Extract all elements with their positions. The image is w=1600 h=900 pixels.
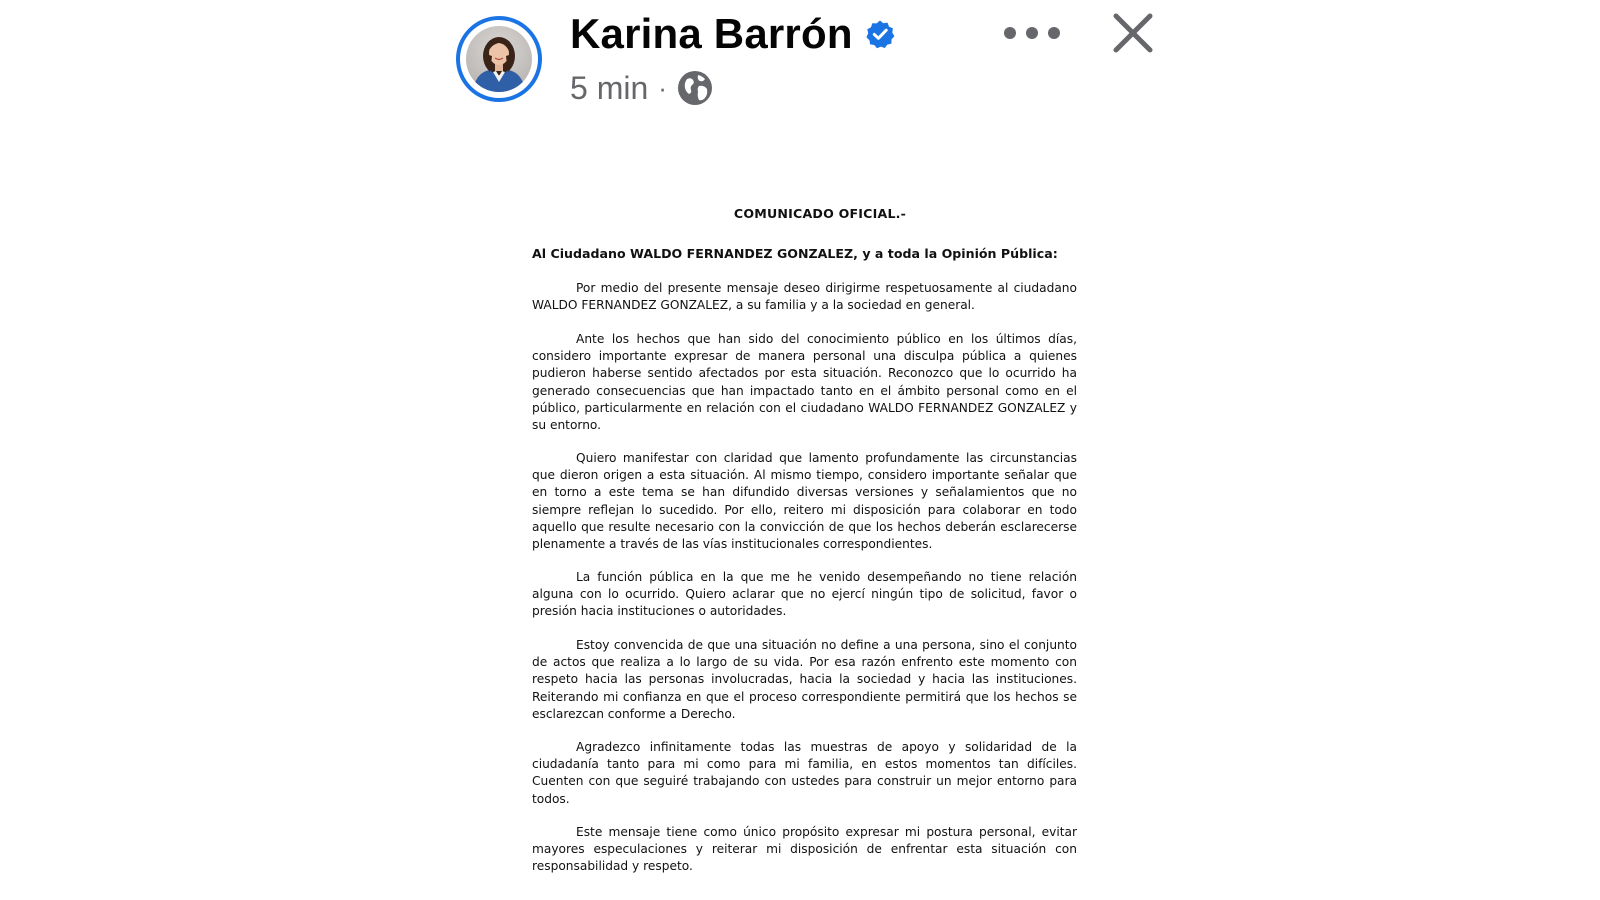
post-meta-row: [570, 68, 713, 108]
document-paragraph: Quiero manifestar con claridad que lamento profundamente las circunstancias que dieron origen a esta situación. Al mismo tiempo, considero importante señalar que en torno a este tema se han difundido diversas versiones y señalamientos que no siempre reflejan lo sucedido. Por ello, reitero mi disposición para colaborar en todo aquello que resulte necesario con la convicción de que los hechos deberán esclarecerse plenamente a través de las vías institucionales correspondientes.: [532, 451, 1077, 552]
more-dot: [1004, 27, 1016, 39]
more-options-icon[interactable]: [1004, 18, 1060, 48]
post-timestamp[interactable]: 5 min: [570, 69, 649, 106]
post-header: [0, 0, 1600, 120]
author-photo: [466, 26, 532, 92]
globe-icon[interactable]: [677, 70, 713, 106]
document-paragraph: Agradezco infinitamente todas las muestras de apoyo y solidaridad de la ciudadanía tanto para mi como para mi familia, en estos momentos tan difíciles. Cuenten con que seguiré trabajando con ustedes para construir un mejor entorno para todos.: [532, 740, 1077, 806]
document-paragraph: La función pública en la que me he venido desempeñando no tiene relación alguna con lo ocurrido. Quiero aclarar que no ejercí ningún tipo de solicitud, favor o presión hacia instituciones o autoridades.: [532, 570, 1077, 619]
document-paragraph: Por medio del presente mensaje deseo dirigirme respetuosamente al ciudadano WALDO FERNANDEZ GONZALEZ, a su familia y a la sociedad en general.: [532, 281, 1077, 313]
document-paragraph: Ante los hechos que han sido del conocimiento público en los últimos días, considero importante expresar de manera personal una disculpa pública a quienes pudieron haberse sentido afectados por esta situación. Reconozco que lo ocurrido ha generado consecuencias que han impactado tanto en el ámbito personal como en el público, particularmente en relación con el ciudadano WALDO FERNANDEZ GONZALEZ y su entorno.: [532, 332, 1077, 433]
document-salutation: Al Ciudadano WALDO FERNANDEZ GONZALEZ, y a toda la Opinión Pública:: [532, 246, 1058, 261]
close-icon[interactable]: [1110, 10, 1156, 56]
document-title: COMUNICADO OFICIAL.-: [733, 206, 907, 221]
author-name-row: [570, 8, 895, 60]
document-paragraph: Este mensaje tiene como único propósito expresar mi postura personal, evitar mayores especulaciones y reiterar mi disposición de enfrentar esta situación con responsabilidad y respeto.: [532, 825, 1077, 874]
meta-separator: ·: [658, 72, 667, 103]
verified-badge-icon: [865, 19, 895, 49]
author-name[interactable]: Karina Barrón: [570, 10, 853, 57]
author-avatar[interactable]: [456, 16, 542, 102]
more-dot: [1048, 27, 1060, 39]
statement-document[interactable]: [500, 205, 1100, 895]
document-paragraph: Estoy convencida de que una situación no define a una persona, sino el conjunto de actos que realiza a lo largo de su vida. Por esa razón enfrento este momento con respeto hacia las personas involucradas, hacia la sociedad y hacia las instituciones. Reiterando mi confianza en que el proceso correspondiente permitirá que los hechos se esclarezcan conforme a Derecho.: [532, 638, 1077, 721]
more-dot: [1026, 27, 1038, 39]
